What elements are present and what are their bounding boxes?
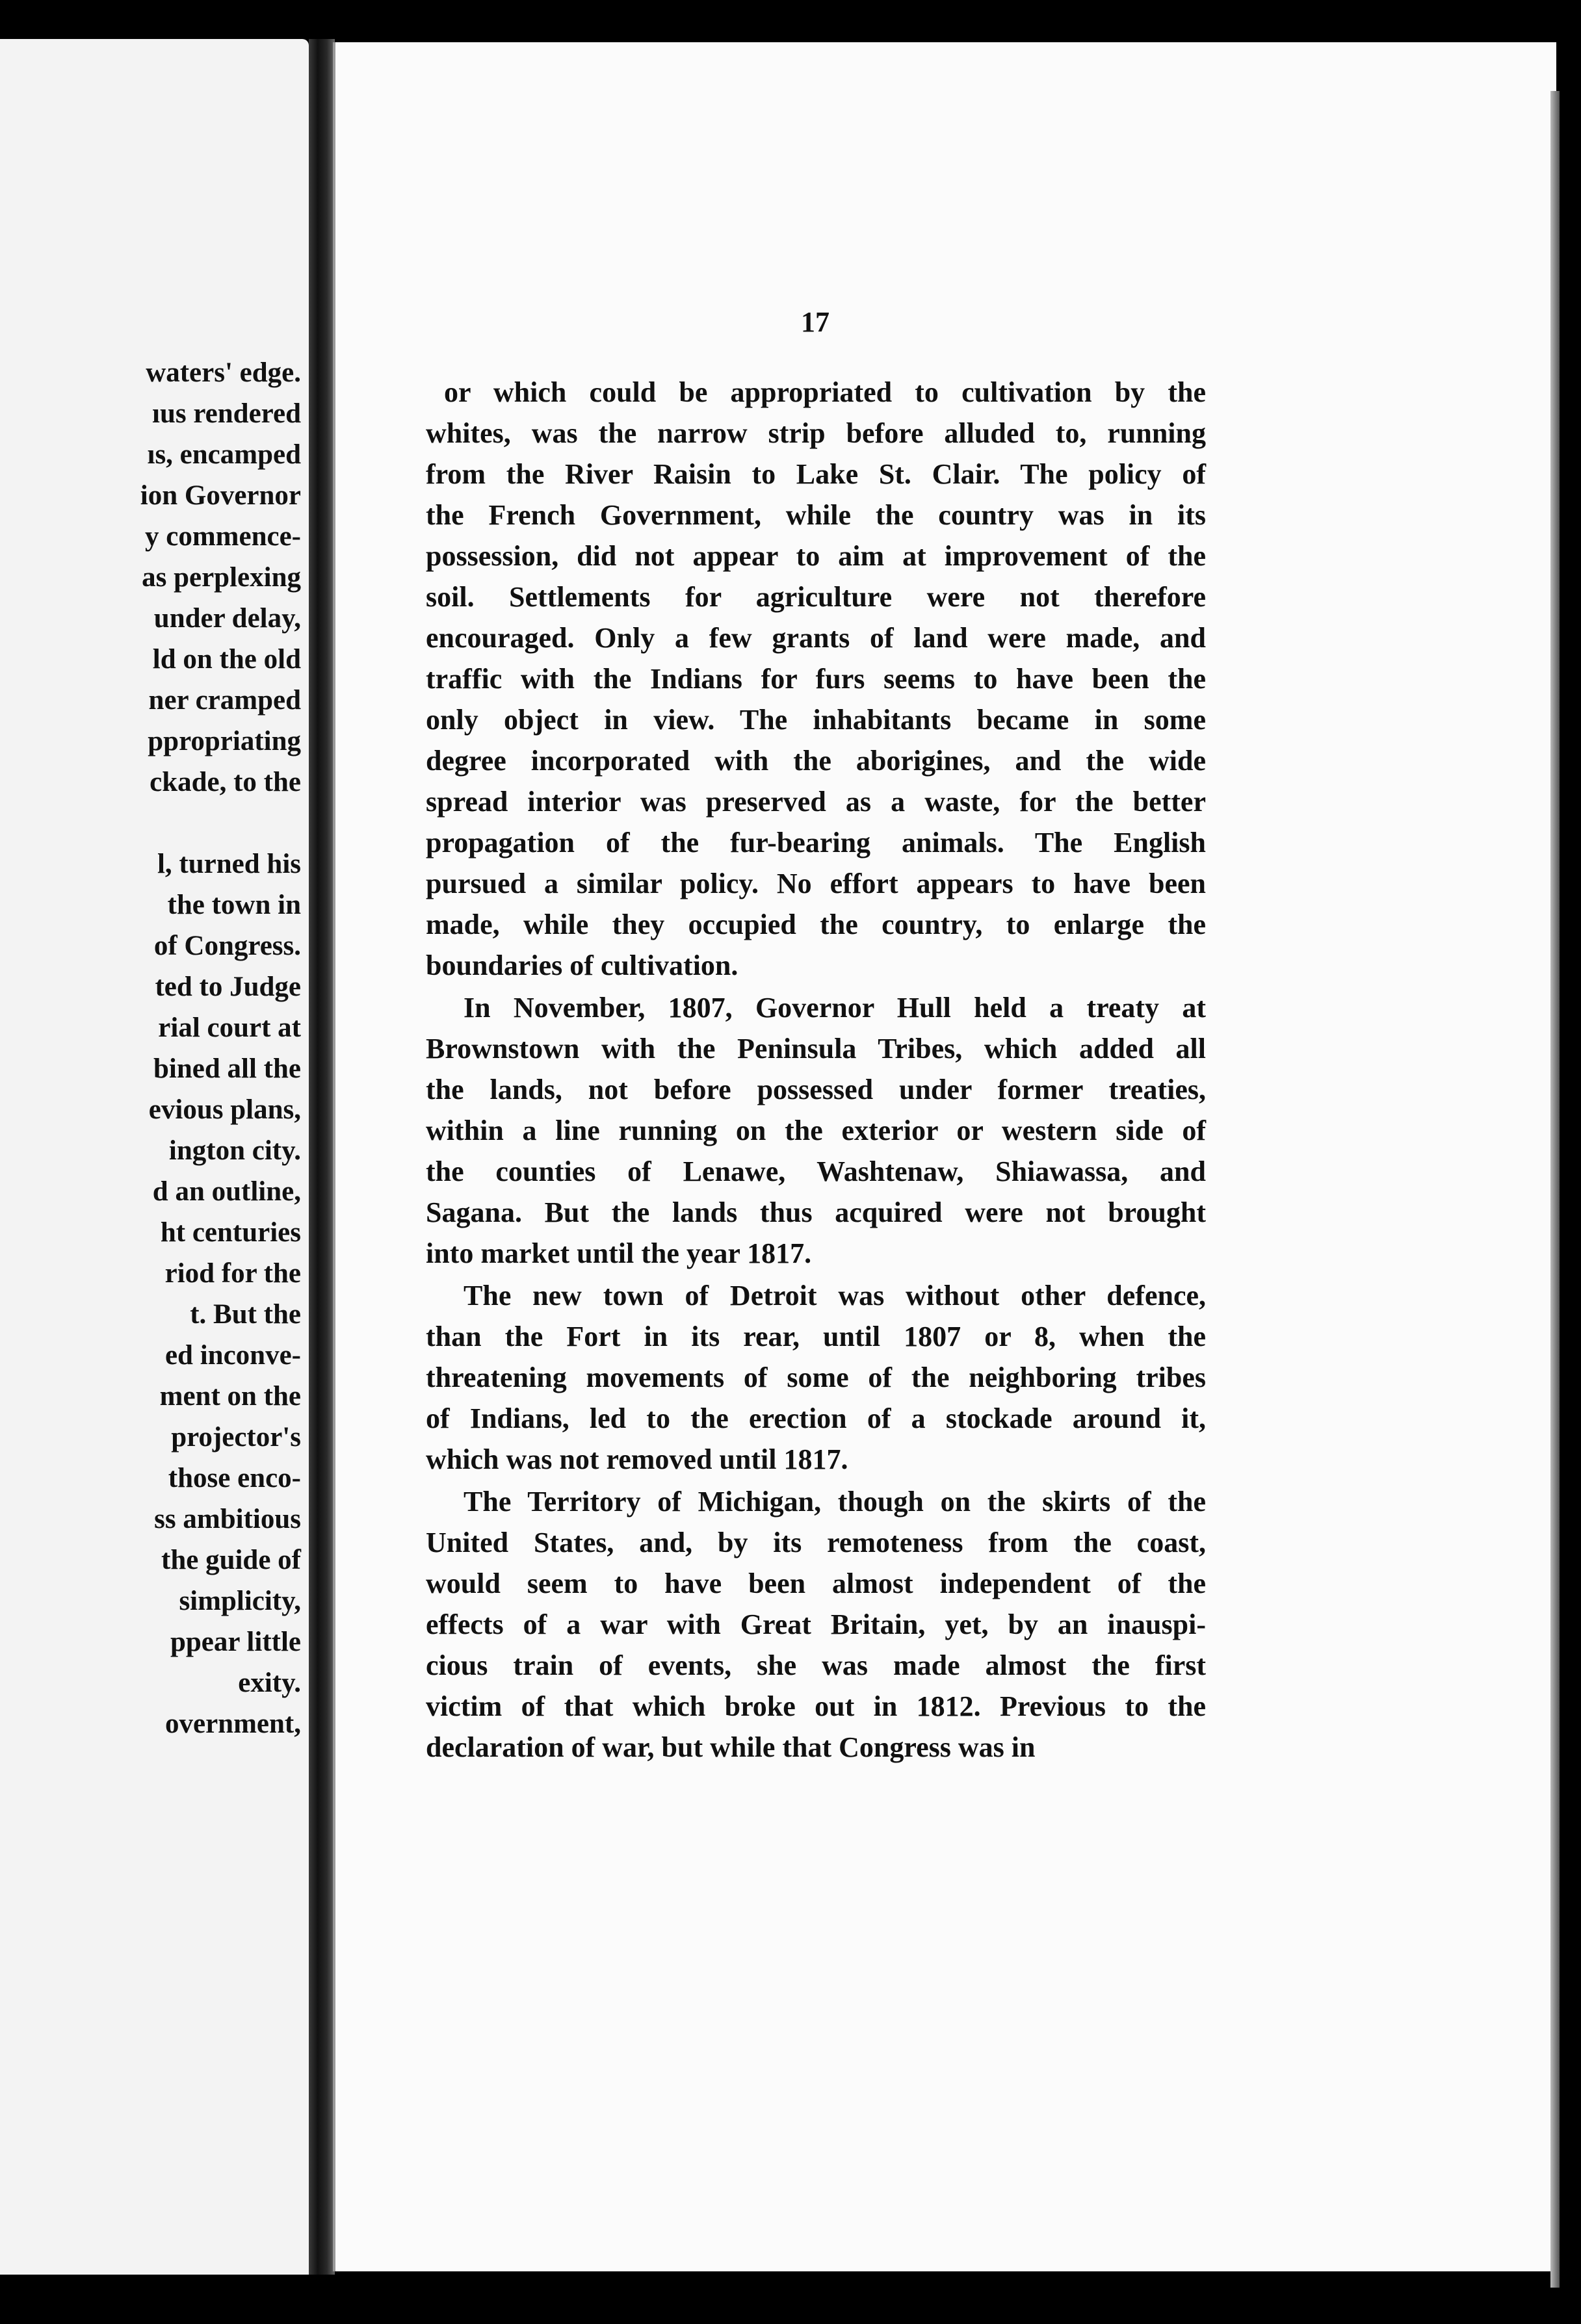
previous-page-line: ıs, encamped <box>147 439 301 470</box>
text-line: traffic with the Indians for furs seems to have been the <box>426 663 1206 695</box>
text-line: which was not removed until 1817. <box>426 1443 848 1475</box>
previous-page-line: ppropriating <box>148 726 301 756</box>
previous-page-line: as perplexing <box>142 562 301 593</box>
paragraph <box>426 1275 1206 1480</box>
previous-page-line: ion Governor <box>140 480 301 511</box>
text-line: boundaries of cultivation. <box>426 949 738 981</box>
previous-page-line: under delay, <box>153 603 301 634</box>
previous-page-line: simplicity, <box>179 1586 301 1616</box>
previous-page-line: of Congress. <box>153 931 301 961</box>
text-line: cious train of events, she was made almost the first <box>426 1649 1206 1681</box>
previous-page-line: overnment, <box>165 1709 301 1739</box>
previous-page-line: projector's <box>171 1422 301 1452</box>
previous-page-line: those enco- <box>168 1463 301 1493</box>
previous-page-line: ıus rendered <box>152 398 301 429</box>
previous-page-line: ington city. <box>168 1135 301 1166</box>
previous-page-line: d an outline, <box>152 1176 301 1207</box>
previous-page-line: ld on the old <box>152 644 301 675</box>
previous-page-line: the guide of <box>161 1545 301 1575</box>
previous-page-line: the town in <box>167 890 301 920</box>
text-line: Brownstown with the Peninsula Tribes, which added all <box>426 1033 1206 1065</box>
previous-page-line: ner cramped <box>148 685 301 716</box>
text-line: degree incorporated with the aborigines, and the wide <box>426 745 1206 777</box>
previous-page-line: y commence- <box>145 521 301 552</box>
text-line: soil. Settlements for agriculture were not therefore <box>426 581 1206 613</box>
text-line: the counties of Lenawe, Washtenaw, Shiawassa, and <box>426 1156 1206 1187</box>
text-line: spread interior was preserved as a waste, for the better <box>426 786 1206 818</box>
previous-page-line: ht centuries <box>160 1217 301 1248</box>
paragraph <box>426 372 1206 986</box>
previous-page-line: t. But the <box>190 1299 301 1330</box>
page-number: 17 <box>801 306 830 338</box>
previous-page-text <box>0 352 301 1744</box>
previous-page-line: evious plans, <box>148 1094 301 1125</box>
previous-page-line: bined all the <box>153 1053 301 1084</box>
text-line: of Indians, led to the erection of a stockade around it, <box>426 1402 1206 1434</box>
text-line: than the Fort in its rear, until 1807 or 8, when the <box>426 1321 1206 1352</box>
previous-page-line: ss ambitious <box>154 1504 301 1534</box>
text-line: whites, was the narrow strip before alluded to, running <box>426 417 1206 449</box>
previous-page-line: l, turned his <box>157 849 301 879</box>
text-line: The new town of Detroit was without other defence, <box>464 1280 1206 1311</box>
text-line: from the River Raisin to Lake St. Clair. The policy of <box>426 458 1206 490</box>
text-line: declaration of war, but while that Congress was in <box>426 1731 1036 1763</box>
text-line: into market until the year 1817. <box>426 1237 812 1269</box>
previous-page-line: ed inconve- <box>164 1340 301 1371</box>
book-binding-gutter <box>309 39 335 2275</box>
text-line: only object in view. The inhabitants became in some <box>426 704 1206 736</box>
text-line: Sagana. But the lands thus acquired were not brought <box>426 1196 1206 1228</box>
text-line: made, while they occupied the country, to enlarge the <box>426 909 1206 940</box>
text-line: pursued a similar policy. No effort appears to have been <box>426 868 1206 899</box>
previous-page-line: exity. <box>238 1668 301 1698</box>
text-line: possession, did not appear to aim at improvement of the <box>426 540 1206 572</box>
paragraph <box>426 1481 1206 1768</box>
paragraph <box>426 987 1206 1274</box>
text-line: the French Government, while the country was in its <box>426 499 1206 531</box>
text-line: threatening movements of some of the neighboring tribes <box>426 1362 1206 1393</box>
page-edge-shadow <box>1550 91 1560 2288</box>
page-body-text <box>426 372 1206 1769</box>
text-line: would seem to have been almost independent of the <box>426 1568 1206 1599</box>
text-line: United States, and, by its remoteness from the coast, <box>426 1527 1206 1558</box>
previous-page-line: ckade, to the <box>150 767 301 797</box>
previous-page-fragment <box>0 39 309 2275</box>
text-line: or which could be appropriated to cultivation by the <box>444 376 1206 408</box>
previous-page-line <box>0 803 301 844</box>
previous-page-line: riod for the <box>164 1258 301 1289</box>
text-line: within a line running on the exterior or western side of <box>426 1115 1206 1146</box>
text-line: encouraged. Only a few grants of land were made, and <box>426 622 1206 654</box>
text-line: the lands, not before possessed under former treaties, <box>426 1074 1206 1105</box>
previous-page-line: ted to Judge <box>155 972 301 1002</box>
previous-page-line: rial court at <box>158 1013 301 1043</box>
previous-page-line: ppear little <box>170 1627 301 1657</box>
previous-page-line: ment on the <box>159 1381 301 1412</box>
text-line: propagation of the fur-bearing animals. The English <box>426 827 1206 859</box>
text-line: The Territory of Michigan, though on the skirts of the <box>464 1486 1206 1517</box>
text-line: victim of that which broke out in 1812. Previous to the <box>426 1690 1206 1722</box>
text-line: In November, 1807, Governor Hull held a treaty at <box>464 992 1206 1024</box>
text-line: effects of a war with Great Britain, yet, by an inauspi- <box>426 1608 1206 1640</box>
previous-page-line: waters' edge. <box>146 357 301 388</box>
